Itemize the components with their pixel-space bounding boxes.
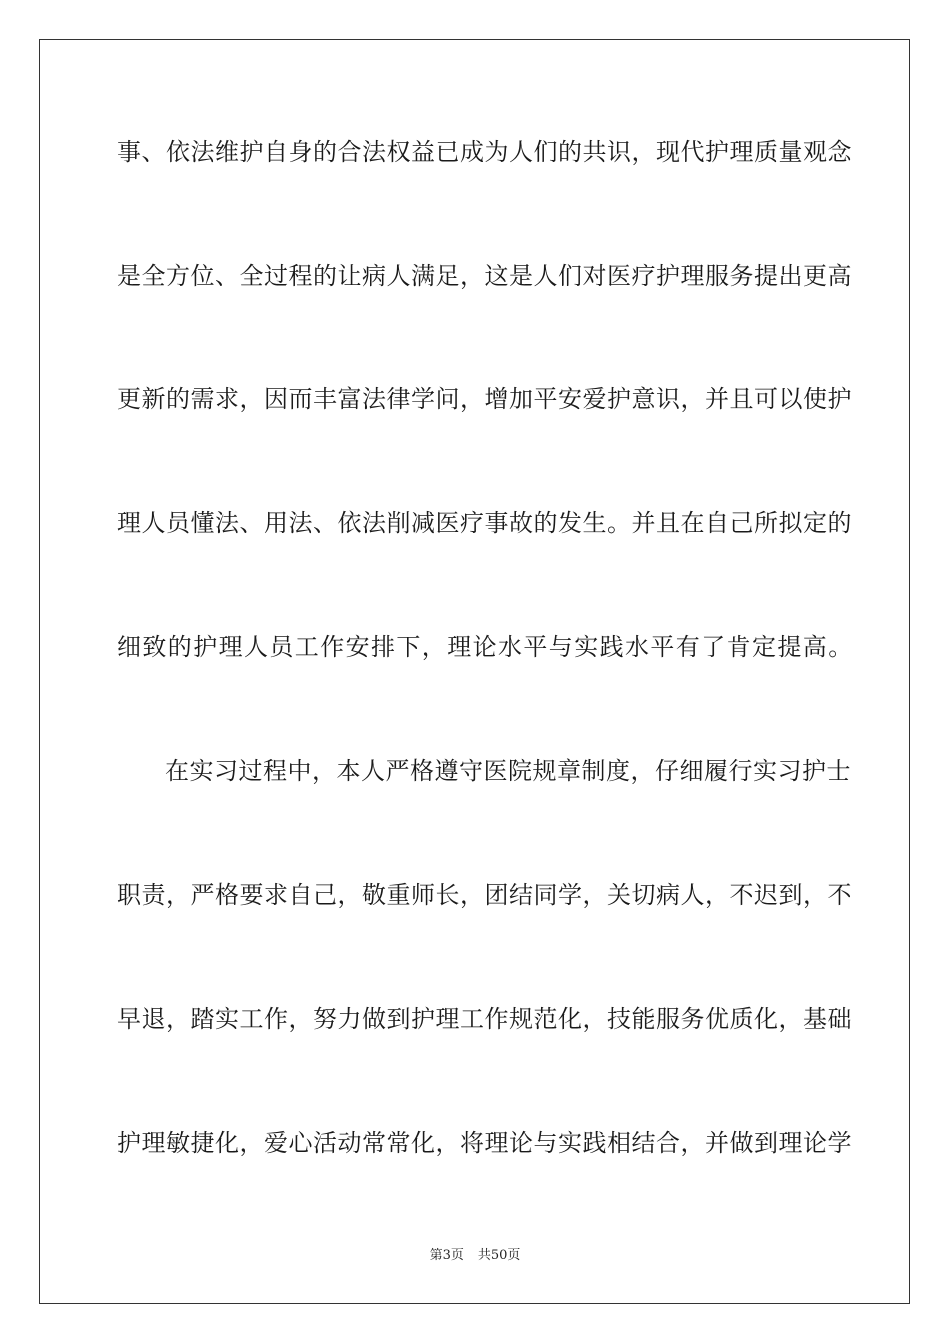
- paragraph-line-4: 理人员懂法、用法、依法削减医疗事故的发生。并且在自己所拟定的: [117, 509, 852, 537]
- paragraph-line-9: 护理敏捷化，爱心活动常常化，将理论与实践相结合，并做到理论学: [117, 1129, 852, 1157]
- paragraph-line-8: 早退，踏实工作，努力做到护理工作规范化，技能服务优质化，基础: [117, 1005, 852, 1033]
- page-total: 共50页: [477, 1248, 521, 1263]
- paragraph-line-5: 细致的护理人员工作安排下，理论水平与实践水平有了肯定提高。: [117, 633, 854, 661]
- page-number: 第3页: [429, 1248, 464, 1263]
- paragraph-line-2: 是全方位、全过程的让病人满足，这是人们对医疗护理服务提出更高: [117, 262, 852, 290]
- paragraph-line-1: 事、依法维护自身的合法权益已成为人们的共识，现代护理质量观念: [117, 138, 852, 166]
- page-footer: [0, 1248, 950, 1264]
- paragraph-line-3: 更新的需求，因而丰富法律学问，增加平安爱护意识，并且可以使护: [117, 385, 852, 413]
- paragraph-line-7: 职责，严格要求自己，敬重师长，团结同学，关切病人，不迟到，不: [117, 881, 852, 909]
- paragraph-line-6: 在实习过程中，本人严格遵守医院规章制度，仔细履行实习护士: [165, 757, 851, 785]
- page-border: [39, 39, 910, 1304]
